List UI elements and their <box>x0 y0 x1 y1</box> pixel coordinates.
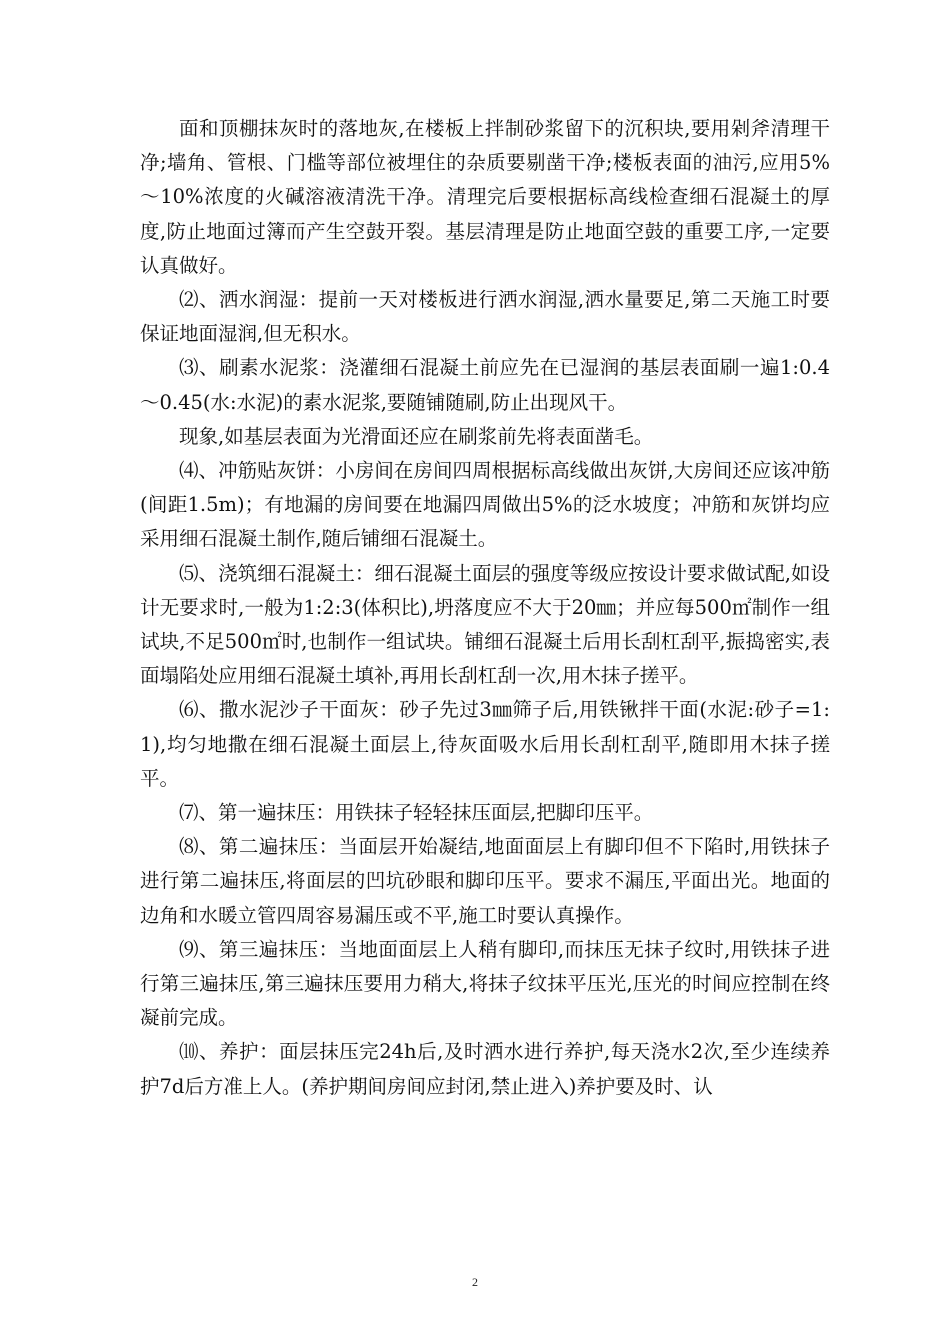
page-number: 2 <box>472 1275 478 1289</box>
paragraph-step-2-wetting: ⑵、洒水润湿：提前一天对楼板进行洒水润湿,洒水量要足,第二天施工时要保证地面湿润,但无积水。 <box>140 288 830 346</box>
paragraph-step-6-dry-mix: ⑹、撒水泥沙子干面灰：砂子先过3㎜筛子后,用铁锹拌干面(水泥:砂子=1:1),均匀地撒在细石混凝土面层上,待灰面吸水后用长刮杠刮平,随即用木抹子搓平。 <box>140 698 830 790</box>
paragraph-step-4-screeds: ⑷、冲筋贴灰饼：小房间在房间四周根据标高线做出灰饼,大房间还应该冲筋(间距1.5m)；有地漏的房间要在地漏四周做出5%的泛水坡度；冲筋和灰饼均应采用细石混凝土制作,随后铺细石混凝土。 <box>140 459 830 551</box>
document-body <box>140 112 830 1104</box>
paragraph-step-5-pouring: ⑸、浇筑细石混凝土：细石混凝土面层的强度等级应按设计要求做试配,如设计无要求时,一般为1:2:3(体积比),坍落度应不大于20㎜；并应每500㎡制作一组试块,不足500㎡时,也制作一组试块。铺细石混凝土后用长刮杠刮平,振捣密实,表面塌陷处应用细石混凝土填补,再用长刮杠刮一次,用木抹子搓平。 <box>140 561 830 688</box>
paragraph-step-3-note: 现象,如基层表面为光滑面还应在刷浆前先将表面凿毛。 <box>179 424 654 448</box>
paragraph-step-8-second-troweling: ⑻、第二遍抹压：当面层开始凝结,地面面层上有脚印但不下陷时,用铁抹子进行第二遍抹压,将面层的凹坑砂眼和脚印压平。要求不漏压,平面出光。地面的边角和水暖立管四周容易漏压或不平,施工时要认真操作。 <box>140 835 830 927</box>
paragraph-step-3-cement-slurry: ⑶、刷素水泥浆：浇灌细石混凝土前应先在已湿润的基层表面刷一遍1:0.4～0.45(水:水泥)的素水泥浆,要随铺随刷,防止出现风干。 <box>140 356 830 414</box>
paragraph-floor-cleaning: 面和顶棚抹灰时的落地灰,在楼板上拌制砂浆留下的沉积块,要用剁斧清理干净;墙角、管根、门槛等部位被埋住的杂质要剔凿干净;楼板表面的油污,应用5%～10%浓度的火碱溶液清洗干净。清理完后要根据标高线检查细石混凝土的厚度,防止地面过簿而产生空鼓开裂。基层清理是防止地面空鼓的重要工序,一定要认真做好。 <box>140 117 830 277</box>
paragraph-step-7-first-troweling: ⑺、第一遍抹压：用铁抹子轻轻抹压面层,把脚印压平。 <box>179 801 654 825</box>
paragraph-step-9-third-troweling: ⑼、第三遍抹压：当地面面层上人稍有脚印,而抹压无抹子纹时,用铁抹子进行第三遍抹压,第三遍抹压要用力稍大,将抹子纹抹平压光,压光的时间应控制在终凝前完成。 <box>140 937 830 1030</box>
paragraph-step-10-curing: ⑽、养护：面层抹压完24h后,及时洒水进行养护,每天浇水2次,至少连续养护7d后方准上人。(养护期间房间应封闭,禁止进入)养护要及时、认 <box>140 1040 830 1098</box>
